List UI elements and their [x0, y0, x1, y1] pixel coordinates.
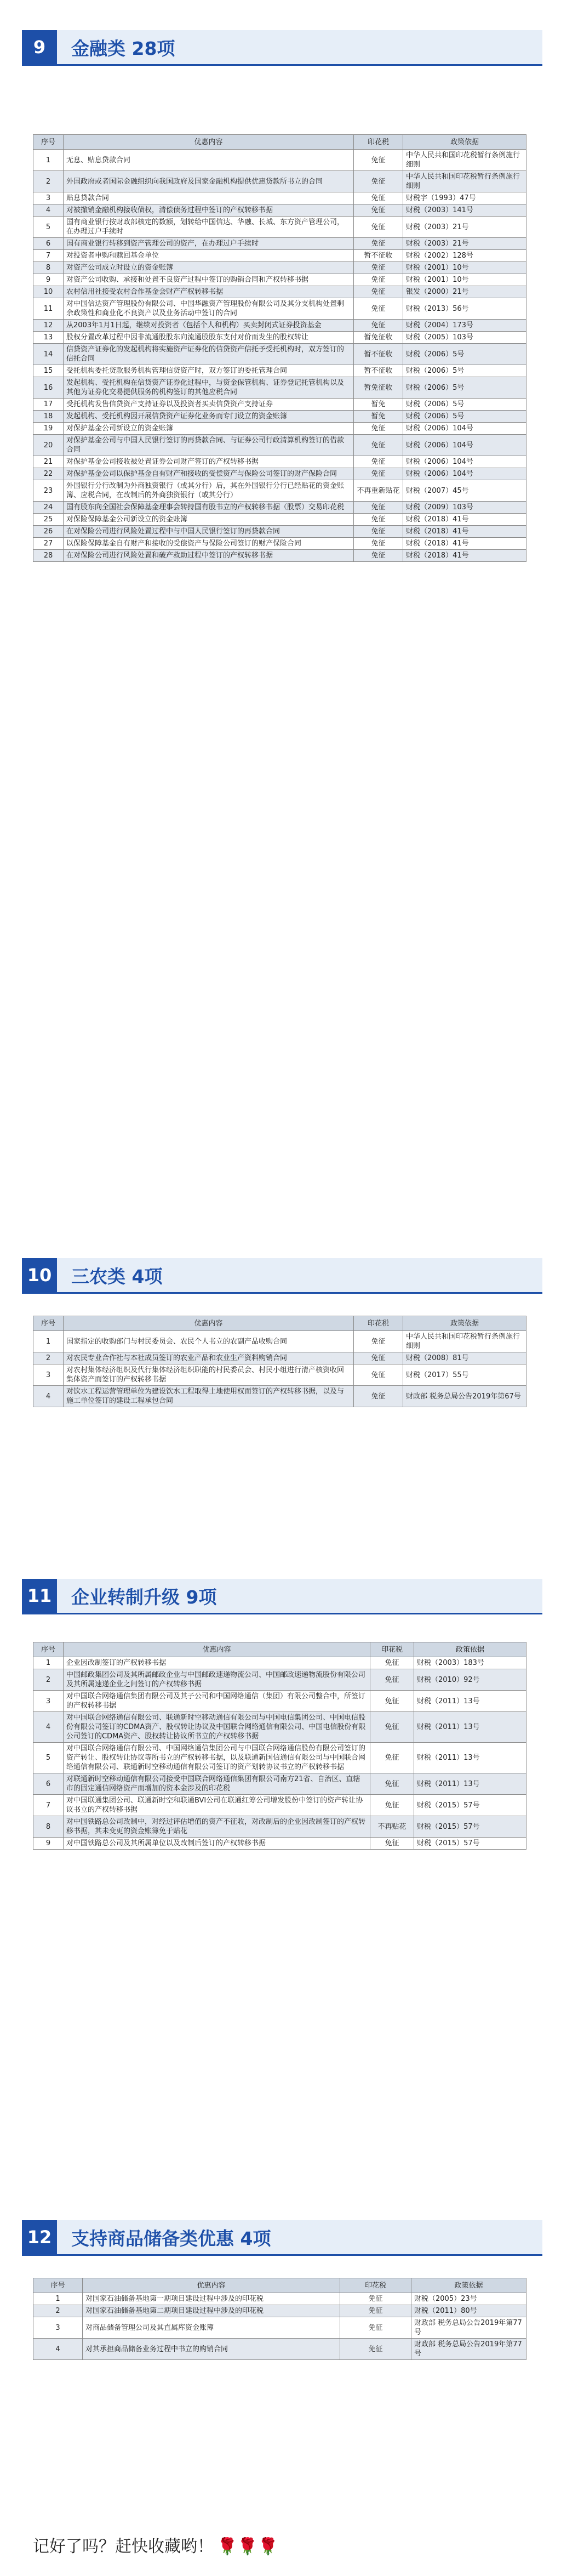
section-header-commodity-reserve: [22, 2220, 542, 2254]
row-policy-basis: 财税（2003）141号: [403, 204, 526, 217]
row-index: 8: [33, 1816, 64, 1838]
row-content: 对被撤销金融机构接收债权，清偿债务过程中签订的产权转移书据: [64, 204, 354, 217]
table-row: [33, 1669, 526, 1691]
row-content: 对中国联合网络通信有限公司、中国网络通信集团公司与中国联合网络通信股份有限公司签订的资产转让、股权转让协议等所书立的产权转移书据，以及联通新国信通信有限公司与中国联合网络通信有限公司、联通新时空移动通信有限公司签订的资产划转协议书立的产权转移书据: [64, 1743, 370, 1773]
table-row: [33, 320, 526, 332]
row-stamp-tax: 免征: [354, 435, 403, 456]
row-policy-basis: 财税（2006）5号: [403, 344, 526, 365]
table-row: [33, 298, 526, 320]
header-index: 序号: [33, 2278, 83, 2293]
header-content: 优惠内容: [64, 135, 354, 150]
header-index: 序号: [33, 1316, 64, 1331]
row-content: 对中国信达资产管理股份有限公司、中国华融资产管理股份有限公司及其分支机构处置剩余政策性和商业化不良资产以及业务活动中签订的合同: [64, 298, 354, 320]
section-header-enterprise-restructuring: [22, 1579, 542, 1613]
section-divider: [22, 2254, 542, 2256]
row-index: 4: [33, 2339, 83, 2360]
header-content: 优惠内容: [64, 1642, 370, 1657]
row-stamp-tax: 免征: [354, 423, 403, 435]
row-policy-basis: 财税（2004）173号: [403, 320, 526, 332]
section-header-finance: [22, 30, 542, 64]
row-stamp-tax: 免征: [354, 204, 403, 217]
row-content: 对中国联合网络通信有限公司、联通新时空移动通信有限公司与中国电信集团公司、中国电信股份有限公司签订的CDMA资产、股权转让协议及中国联合网络通信有限公司、中国电信股份有限公司签订的CDMA资产、股权转让协议所书立的产权转移书据: [64, 1712, 370, 1743]
row-index: 25: [33, 514, 64, 526]
row-policy-basis: 财税（2006）5号: [403, 411, 526, 423]
row-stamp-tax: 免征: [354, 238, 403, 250]
row-stamp-tax: 免征: [340, 2293, 411, 2305]
table-row: [33, 2305, 526, 2317]
row-content: 企业因改制签订的产权转移书据: [64, 1657, 370, 1669]
table-row: [33, 1331, 526, 1352]
header-content: 优惠内容: [83, 2278, 340, 2293]
section-header-agriculture: [22, 1258, 542, 1292]
row-stamp-tax: 免征: [354, 274, 403, 286]
row-index: 3: [33, 1691, 64, 1712]
header-content: 优惠内容: [64, 1316, 354, 1331]
row-content: 信贷资产证券化的发起机构将实施资产证券化的信贷资产信托予受托机构时，双方签订的信托合同: [64, 344, 354, 365]
commodity-reserve-policy-table: [33, 2278, 526, 2360]
row-content: 贴息贷款合同: [64, 192, 354, 204]
row-stamp-tax: 免征: [370, 1743, 414, 1773]
row-content: 对保护基金公司接收被处置证券公司财产签订的产权转移书据: [64, 456, 354, 468]
row-content: 对保险保障基金公司新设立的资金账簿: [64, 514, 354, 526]
row-policy-basis: 财税（2008）81号: [403, 1352, 526, 1364]
row-content: 对中国铁路总公司及其所属单位以及改制后签订的产权转移书据: [64, 1838, 370, 1850]
header-policy-basis: 政策依据: [414, 1642, 526, 1657]
row-index: 1: [33, 1657, 64, 1669]
table-row: [33, 411, 526, 423]
table-row: [33, 502, 526, 514]
row-content: 发起机构、受托机构在信贷资产证券化过程中，与资金保管机构、证券登记托管机构以及其他为证券化交易提供服务的机构签订的其他应税合同: [64, 377, 354, 399]
row-policy-basis: 财税（2006）104号: [403, 468, 526, 480]
table-row: [33, 150, 526, 171]
row-policy-basis: 财税（2015）57号: [414, 1816, 526, 1838]
row-index: 28: [33, 550, 64, 562]
row-policy-basis: 财税（2018）41号: [403, 538, 526, 550]
row-content: 对保护基金公司以保护基金自有财产和接收的受偿资产与保险公司签订的财产保险合同: [64, 468, 354, 480]
row-content: 对其承担商品储备业务过程中书立的购销合同: [83, 2339, 340, 2360]
row-policy-basis: 中华人民共和国印花税暂行条例施行细则: [403, 1331, 526, 1352]
row-stamp-tax: 不再贴花: [370, 1816, 414, 1838]
row-content: 外国银行分行改制为外商独资银行（或其分行）后，其在外国银行分行已经贴花的资金账簿、应税合同，在改制后的外商独资银行（或其分行）: [64, 480, 354, 502]
row-content: 对联通新时空移动通信有限公司接受中国联合网络通信集团有限公司南方21省、自治区、直辖市的固定通信网络资产而增加的资本金涉及的印花税: [64, 1773, 370, 1795]
section-number: 12: [22, 2220, 57, 2254]
row-policy-basis: 财税（2018）41号: [403, 514, 526, 526]
section-number: 11: [22, 1579, 57, 1613]
table-row: [33, 286, 526, 298]
table-header-row: [33, 1642, 526, 1657]
row-content: 对中国铁路总公司改制中，对经过评估增值的资产不征收，对改制后的企业因改制签订的产权转移书据，其未变更的资金账簿免于贴花: [64, 1816, 370, 1838]
row-stamp-tax: 免征: [354, 538, 403, 550]
row-index: 12: [33, 320, 64, 332]
row-stamp-tax: 免征: [354, 1386, 403, 1407]
table-row: [33, 332, 526, 344]
row-index: 14: [33, 344, 64, 365]
row-content: 农村信用社接受农村合作基金会财产产权转移书据: [64, 286, 354, 298]
row-stamp-tax: 免征: [370, 1657, 414, 1669]
row-stamp-tax: 暂免: [354, 399, 403, 411]
row-content: 对饮水工程运营管理单位为建设饮水工程取得土地使用权而签订的产权转移书据，以及与施工单位签订的建设工程承包合同: [64, 1386, 354, 1407]
table-row: [33, 377, 526, 399]
row-content: 对商品储备管理公司及其直属库资金账簿: [83, 2317, 340, 2339]
rose-icons: 🌹🌹🌹: [217, 2537, 279, 2556]
table-row: [33, 550, 526, 562]
row-policy-basis: 中华人民共和国印花税暂行条例施行细则: [403, 171, 526, 192]
row-content: 在对保险公司进行风险处置和破产救助过程中签订的产权转移书据: [64, 550, 354, 562]
row-index: 1: [33, 2293, 83, 2305]
table-row: [33, 435, 526, 456]
table-row: [33, 1773, 526, 1795]
row-content: 从2003年1月1日起，继续对投资者（包括个人和机构）买卖封闭式证券投资基金: [64, 320, 354, 332]
row-policy-basis: 财税（2007）45号: [403, 480, 526, 502]
row-policy-basis: 财税（2015）57号: [414, 1795, 526, 1816]
row-index: 4: [33, 1386, 64, 1407]
table-row: [33, 2293, 526, 2305]
row-stamp-tax: 免征: [370, 1795, 414, 1816]
row-content: 股权分置改革过程中因非流通股股东向流通股股东支付对价而发生的股权转让: [64, 332, 354, 344]
table-row: [33, 1712, 526, 1743]
row-policy-basis: 财税（2013）56号: [403, 298, 526, 320]
row-index: 5: [33, 217, 64, 238]
row-policy-basis: 财税字（1993）47号: [403, 192, 526, 204]
section-title: 三农类 4项: [71, 1265, 163, 1287]
row-policy-basis: 财税（2001）10号: [403, 274, 526, 286]
row-policy-basis: 财税（2015）57号: [414, 1838, 526, 1850]
table-row: [33, 204, 526, 217]
table-row: [33, 480, 526, 502]
row-index: 7: [33, 1795, 64, 1816]
table-row: [33, 2339, 526, 2360]
row-stamp-tax: 免征: [354, 192, 403, 204]
row-stamp-tax: 暂免征收: [354, 377, 403, 399]
section-divider: [22, 1292, 542, 1294]
row-policy-basis: 财税（2018）41号: [403, 550, 526, 562]
row-stamp-tax: 免征: [354, 526, 403, 538]
table-row: [33, 238, 526, 250]
row-stamp-tax: 暂不征收: [354, 365, 403, 377]
row-policy-basis: 财税（2001）10号: [403, 262, 526, 274]
row-policy-basis: 财税（2005）23号: [411, 2293, 526, 2305]
row-policy-basis: 财税（2006）5号: [403, 377, 526, 399]
row-index: 27: [33, 538, 64, 550]
row-stamp-tax: 暂免征收: [354, 332, 403, 344]
row-stamp-tax: 免征: [370, 1691, 414, 1712]
row-stamp-tax: 免征: [370, 1669, 414, 1691]
row-stamp-tax: 免征: [354, 320, 403, 332]
table-row: [33, 217, 526, 238]
row-stamp-tax: 免征: [370, 1712, 414, 1743]
row-index: 26: [33, 526, 64, 538]
section-title: 金融类 28项: [71, 37, 175, 59]
row-policy-basis: 财政部 税务总局公告2019年第67号: [403, 1386, 526, 1407]
table-row: [33, 538, 526, 550]
row-content: 对国家石油储备基地第一期项目建设过程中涉及的印花税: [83, 2293, 340, 2305]
row-content: 对投资者申购和赎回基金单位: [64, 250, 354, 262]
enterprise-policy-table: [33, 1642, 526, 1850]
row-stamp-tax: 免征: [354, 456, 403, 468]
table-row: [33, 1364, 526, 1386]
row-index: 19: [33, 423, 64, 435]
row-index: 1: [33, 1331, 64, 1352]
row-content: 中国邮政集团公司及其所属邮政企业与中国邮政速递物流公司、中国邮政速递物流股份有限公司及其所属速递企业之间签订的产权转移书据: [64, 1669, 370, 1691]
section-number: 10: [22, 1258, 57, 1292]
row-index: 8: [33, 262, 64, 274]
table-row: [33, 365, 526, 377]
row-index: 23: [33, 480, 64, 502]
row-stamp-tax: 免征: [354, 286, 403, 298]
table-row: [33, 192, 526, 204]
row-content: 国有商业银行转移到资产管理公司的资产，在办理过户手续时: [64, 238, 354, 250]
row-stamp-tax: 免征: [370, 1773, 414, 1795]
table-row: [33, 399, 526, 411]
header-index: 序号: [33, 1642, 64, 1657]
row-policy-basis: 财税（2006）5号: [403, 399, 526, 411]
row-content: 国家指定的收购部门与村民委员会、农民个人书立的农副产品收购合同: [64, 1331, 354, 1352]
row-content: 对中国联合网络通信集团有限公司及其子公司和中国网络通信（集团）有限公司整合中，所签订的产权转移书据: [64, 1691, 370, 1712]
table-row: [33, 468, 526, 480]
row-policy-basis: 财税（2011）13号: [414, 1691, 526, 1712]
table-header-row: [33, 1316, 526, 1331]
row-stamp-tax: 免征: [354, 150, 403, 171]
row-index: 10: [33, 286, 64, 298]
table-row: [33, 262, 526, 274]
row-stamp-tax: 暂不征收: [354, 344, 403, 365]
row-index: 6: [33, 1773, 64, 1795]
row-content: 对农村集体经济组织及代行集体经济组织职能的村民委员会、村民小组进行清产核资收回集体资产而签订的产权转移书据: [64, 1364, 354, 1386]
row-index: 2: [33, 1669, 64, 1691]
row-stamp-tax: 免征: [340, 2317, 411, 2339]
section-divider: [22, 64, 542, 66]
row-index: 2: [33, 2305, 83, 2317]
row-policy-basis: 财税（2002）128号: [403, 250, 526, 262]
row-stamp-tax: 免征: [354, 171, 403, 192]
row-index: 4: [33, 204, 64, 217]
row-index: 7: [33, 250, 64, 262]
closing-text: 记好了吗？赶快收藏哟！: [33, 2537, 214, 2556]
row-index: 6: [33, 238, 64, 250]
row-stamp-tax: 免征: [354, 298, 403, 320]
row-policy-basis: 财税（2011）13号: [414, 1712, 526, 1743]
row-index: 11: [33, 298, 64, 320]
table-header-row: [33, 135, 526, 150]
row-stamp-tax: 免征: [354, 502, 403, 514]
closing-note: [33, 2533, 278, 2557]
row-policy-basis: 财政部 税务总局公告2019年第77号: [411, 2339, 526, 2360]
section-number: 9: [22, 30, 57, 64]
row-stamp-tax: 免征: [354, 1364, 403, 1386]
header-policy-basis: 政策依据: [411, 2278, 526, 2293]
row-index: 2: [33, 171, 64, 192]
table-row: [33, 1743, 526, 1773]
row-policy-basis: 财税（2009）103号: [403, 502, 526, 514]
row-stamp-tax: 免征: [354, 217, 403, 238]
table-row: [33, 1795, 526, 1816]
header-stamp-tax: 印花税: [340, 2278, 411, 2293]
row-index: 15: [33, 365, 64, 377]
row-policy-basis: 财税（2011）13号: [414, 1773, 526, 1795]
row-content: 对农民专业合作社与本社成员签订的农业产品和农业生产资料购销合同: [64, 1352, 354, 1364]
row-index: 13: [33, 332, 64, 344]
row-content: 对资产公司收购、承接和处置不良资产过程中签订的购销合同和产权转移书据: [64, 274, 354, 286]
row-content: 对国家石油储备基地第二期项目建设过程中涉及的印花税: [83, 2305, 340, 2317]
row-index: 2: [33, 1352, 64, 1364]
header-policy-basis: 政策依据: [403, 1316, 526, 1331]
row-stamp-tax: 免征: [354, 1331, 403, 1352]
header-index: 序号: [33, 135, 64, 150]
row-index: 18: [33, 411, 64, 423]
row-index: 5: [33, 1743, 64, 1773]
row-policy-basis: 财税（2003）183号: [414, 1657, 526, 1669]
row-index: 21: [33, 456, 64, 468]
table-row: [33, 526, 526, 538]
table-header-row: [33, 2278, 526, 2293]
row-stamp-tax: 暂免: [354, 411, 403, 423]
row-stamp-tax: 免征: [340, 2305, 411, 2317]
row-content: 受托机构发售信贷资产支持证券以及投资者买卖信贷资产支持证券: [64, 399, 354, 411]
row-stamp-tax: 免征: [354, 262, 403, 274]
header-policy-basis: 政策依据: [403, 135, 526, 150]
section-title: 企业转制升级 9项: [71, 1586, 217, 1608]
row-index: 22: [33, 468, 64, 480]
row-policy-basis: 中华人民共和国印花税暂行条例施行细则: [403, 150, 526, 171]
table-row: [33, 1657, 526, 1669]
table-row: [33, 2317, 526, 2339]
table-row: [33, 456, 526, 468]
row-content: 发起机构、受托机构因开展信贷资产证券化业务而专门设立的资金账簿: [64, 411, 354, 423]
row-policy-basis: 财税（2010）92号: [414, 1669, 526, 1691]
table-row: [33, 423, 526, 435]
table-row: [33, 171, 526, 192]
row-content: 国有股东向全国社会保障基金理事会转持国有股书立的产权转移书据（股票）交易印花税: [64, 502, 354, 514]
header-stamp-tax: 印花税: [370, 1642, 414, 1657]
row-stamp-tax: 免征: [340, 2339, 411, 2360]
row-content: 以保险保障基金自有财产和接收的受偿资产与保险公司签订的财产保险合同: [64, 538, 354, 550]
header-stamp-tax: 印花税: [354, 1316, 403, 1331]
row-index: 9: [33, 1838, 64, 1850]
row-stamp-tax: 暂不征收: [354, 250, 403, 262]
row-policy-basis: 财税（2011）80号: [411, 2305, 526, 2317]
table-row: [33, 1838, 526, 1850]
row-content: 对保护基金公司与中国人民银行签订的再贷款合同、与证券公司行政清算机构签订的借款合同: [64, 435, 354, 456]
row-stamp-tax: 免征: [354, 550, 403, 562]
row-index: 16: [33, 377, 64, 399]
table-row: [33, 274, 526, 286]
row-content: 外国政府或者国际金融组织向我国政府及国家金融机构提供优惠贷款所书立的合同: [64, 171, 354, 192]
row-policy-basis: 财税（2018）41号: [403, 526, 526, 538]
table-row: [33, 344, 526, 365]
row-policy-basis: 财税（2017）55号: [403, 1364, 526, 1386]
row-policy-basis: 财税（2006）104号: [403, 435, 526, 456]
row-policy-basis: 财税（2006）104号: [403, 423, 526, 435]
row-content: 在对保险公司进行风险处置过程中与中国人民银行签订的再贷款合同: [64, 526, 354, 538]
row-content: 无息、贴息贷款合同: [64, 150, 354, 171]
table-row: [33, 1691, 526, 1712]
row-policy-basis: 财税（2003）21号: [403, 217, 526, 238]
row-index: 20: [33, 435, 64, 456]
row-content: 对中国联通集团公司、联通新时空和联通BVI公司在联通红筹公司增发股份中签订的资产转让协议书立的产权转移书据: [64, 1795, 370, 1816]
row-index: 3: [33, 192, 64, 204]
row-content: 受托机构委托贷款服务机构管理信贷资产时，双方签订的委托管理合同: [64, 365, 354, 377]
row-policy-basis: 财税（2006）104号: [403, 456, 526, 468]
row-index: 1: [33, 150, 64, 171]
row-stamp-tax: 免征: [370, 1838, 414, 1850]
row-stamp-tax: 免征: [354, 514, 403, 526]
row-policy-basis: 财税（2005）103号: [403, 332, 526, 344]
table-row: [33, 1816, 526, 1838]
row-policy-basis: 财税（2003）21号: [403, 238, 526, 250]
row-stamp-tax: 免征: [354, 1352, 403, 1364]
row-content: 对保护基金公司新设立的资金账簿: [64, 423, 354, 435]
row-policy-basis: 财税（2011）13号: [414, 1743, 526, 1773]
header-stamp-tax: 印花税: [354, 135, 403, 150]
row-stamp-tax: 免征: [354, 468, 403, 480]
row-index: 24: [33, 502, 64, 514]
table-row: [33, 1352, 526, 1364]
section-title: 支持商品储备类优惠 4项: [71, 2227, 271, 2249]
finance-policy-table: [33, 134, 526, 562]
table-row: [33, 250, 526, 262]
row-index: 3: [33, 1364, 64, 1386]
row-stamp-tax: 不再重新贴花: [354, 480, 403, 502]
row-index: 4: [33, 1712, 64, 1743]
row-content: 国有商业银行按财政部核定的数额，划转给中国信达、华融、长城、东方资产管理公司，在办理过户手续时: [64, 217, 354, 238]
row-content: 对资产公司成立时设立的资金账簿: [64, 262, 354, 274]
agriculture-policy-table: [33, 1316, 526, 1407]
row-index: 9: [33, 274, 64, 286]
row-policy-basis: 财政部 税务总局公告2019年第77号: [411, 2317, 526, 2339]
row-policy-basis: 财税（2006）5号: [403, 365, 526, 377]
table-row: [33, 1386, 526, 1407]
row-index: 3: [33, 2317, 83, 2339]
table-row: [33, 514, 526, 526]
section-divider: [22, 1613, 542, 1614]
row-index: 17: [33, 399, 64, 411]
row-policy-basis: 银发（2000）21号: [403, 286, 526, 298]
